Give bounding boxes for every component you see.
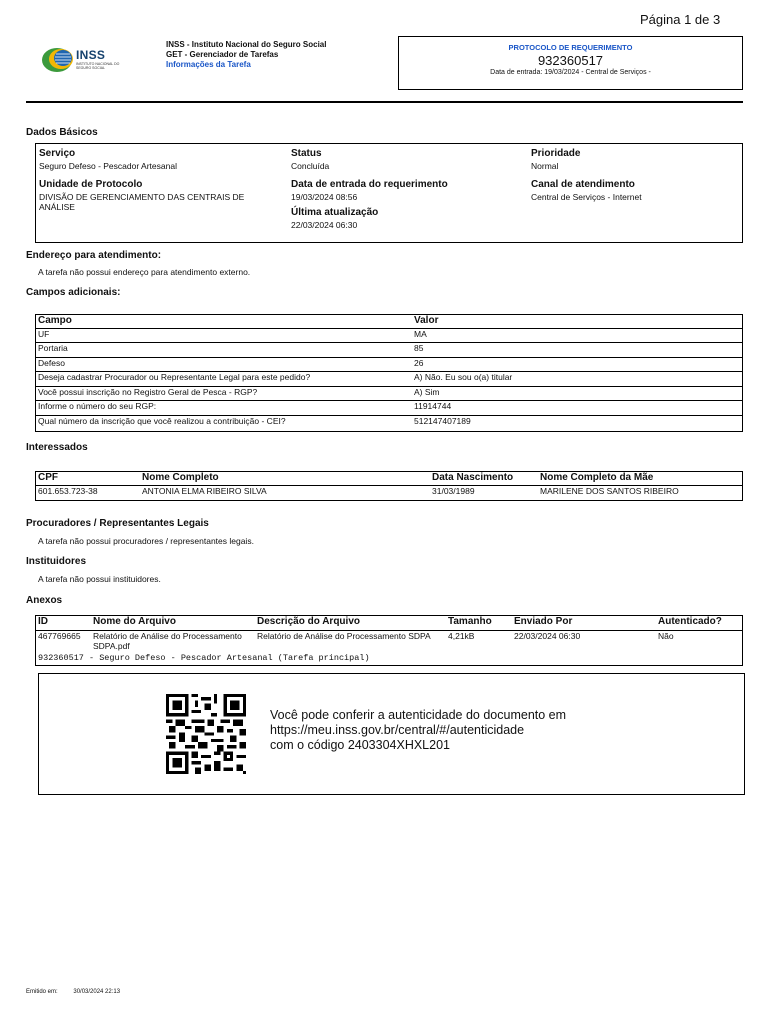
valor-cell: 26	[412, 357, 742, 372]
anexo-enviado-header: Enviado Por	[514, 616, 573, 627]
mae-header: Nome Completo da Mãe	[540, 472, 654, 483]
campos-header-valor: Valor	[414, 315, 439, 326]
header-line3: Informações da Tarefa	[166, 60, 251, 69]
anexo-autenticado-cell: Não	[656, 630, 742, 651]
servico-label: Serviço	[39, 148, 76, 159]
anexo-task: 932360517 - Seguro Defeso - Pescador Artesanal (Tarefa principal)	[38, 653, 370, 663]
campo-cell: Informe o número do seu RGP:	[36, 401, 412, 416]
table-row	[36, 343, 742, 358]
anexo-autenticado-header: Autenticado?	[658, 616, 722, 627]
auth-code: com o código 2403304XHXL201	[270, 738, 450, 752]
table-row	[36, 401, 742, 416]
anexo-tamanho-header: Tamanho	[448, 616, 492, 627]
anexo-descricao-cell: Relatório de Análise do Processamento SDPA	[255, 630, 446, 651]
nome-cell: ANTONIA ELMA RIBEIRO SILVA	[140, 485, 430, 496]
valor-cell: 512147407189	[412, 415, 742, 430]
protocol-box	[398, 36, 743, 90]
valor-cell: 85	[412, 343, 742, 358]
dados-basicos-box	[35, 143, 743, 243]
footer	[26, 989, 120, 995]
valor-cell: A) Sim	[412, 386, 742, 401]
nascimento-cell: 31/03/1989	[430, 485, 538, 496]
campo-cell: Deseja cadastrar Procurador ou Representante Legal para este pedido?	[36, 372, 412, 387]
endereco-title: Endereço para atendimento:	[26, 250, 162, 261]
authenticity-text	[270, 708, 566, 753]
campos-title: Campos adicionais:	[26, 287, 121, 298]
prioridade-value: Normal	[531, 161, 559, 171]
nome-header: Nome Completo	[142, 472, 219, 483]
header-line2: GET - Gerenciador de Tarefas	[166, 50, 279, 59]
anexos-table	[35, 615, 743, 666]
nascimento-header: Data Nascimento	[432, 472, 514, 483]
campos-table	[35, 314, 743, 432]
anexo-tamanho-cell: 4,21kB	[446, 630, 512, 651]
anexo-descricao-header: Descrição do Arquivo	[257, 616, 360, 627]
ultima-label: Última atualização	[291, 207, 379, 218]
footer-date: 30/03/2024 22:13	[73, 989, 121, 995]
anexo-nome-header: Nome do Arquivo	[93, 616, 176, 627]
header-info	[166, 40, 326, 70]
anexo-id-header: ID	[38, 616, 48, 627]
table-row	[36, 415, 742, 430]
header-line1: INSS - Instituto Nacional do Seguro Social	[166, 40, 327, 49]
interessados-title: Interessados	[26, 442, 88, 453]
anexo-id-cell: 467769665	[36, 630, 91, 651]
canal-label: Canal de atendimento	[531, 179, 635, 190]
protocol-title: PROTOCOLO DE REQUERIMENTO	[508, 43, 633, 52]
cpf-cell: 601.653.723-38	[36, 485, 140, 496]
ultima-value: 22/03/2024 06:30	[291, 220, 358, 230]
status-label: Status	[291, 148, 322, 159]
instituidores-text: A tarefa não possui instituidores.	[38, 574, 161, 584]
table-row	[36, 357, 742, 372]
anexo-enviado-cell: 22/03/2024 06:30	[512, 630, 656, 651]
campo-cell: Qual número da inscrição que você realizou a contribuição - CEI?	[36, 415, 412, 430]
table-row	[36, 386, 742, 401]
campo-cell: Portaria	[36, 343, 412, 358]
page-number: Página 1 de 3	[640, 12, 721, 27]
data-entrada-value: 19/03/2024 08:56	[291, 192, 358, 202]
prioridade-label: Prioridade	[531, 148, 581, 159]
unidade-value: DIVISÃO DE GERENCIAMENTO DAS CENTRAIS DE ANÁLISE	[39, 192, 245, 212]
endereco-text: A tarefa não possui endereço para atendimento externo.	[38, 267, 251, 277]
campos-header-campo: Campo	[38, 315, 72, 326]
table-row	[36, 372, 742, 387]
table-row	[36, 328, 742, 343]
protocol-entry: Data de entrada: 19/03/2024 - Central de Serviços -	[490, 69, 651, 76]
header-divider	[26, 101, 743, 103]
valor-cell: A) Não. Eu sou o(a) titular	[412, 372, 742, 387]
cpf-header: CPF	[38, 472, 58, 483]
protocol-number: 932360517	[537, 53, 604, 68]
table-row	[36, 485, 742, 496]
interessados-table	[35, 471, 743, 501]
canal-value: Central de Serviços - Internet	[531, 192, 642, 202]
valor-cell: MA	[412, 328, 742, 343]
mae-cell: MARILENE DOS SANTOS RIBEIRO	[538, 485, 742, 496]
servico-value: Seguro Defeso - Pescador Artesanal	[39, 161, 177, 171]
procuradores-title: Procuradores / Representantes Legais	[26, 518, 209, 529]
unidade-label: Unidade de Protocolo	[39, 179, 143, 190]
procuradores-text: A tarefa não possui procuradores / representantes legais.	[38, 536, 254, 546]
campo-cell: Você possui inscrição no Registro Geral de Pesca - RGP?	[36, 386, 412, 401]
status-value: Concluída	[291, 161, 330, 171]
anexos-title: Anexos	[26, 595, 63, 606]
campo-cell: UF	[36, 328, 412, 343]
auth-line1: Você pode conferir a autenticidade do documento em	[270, 708, 567, 722]
footer-label: Emitido em:	[26, 989, 58, 995]
logo-name: INSS	[76, 48, 106, 62]
table-row	[36, 630, 742, 651]
instituidores-title: Instituidores	[26, 556, 87, 567]
qr-code-icon	[166, 694, 246, 774]
logo-subtitle: INSTITUTO NACIONAL DO SEGURO SOCIAL	[76, 62, 120, 70]
anexo-nome-cell[interactable]: Relatório de Análise do Processamento SDPA.pdf	[91, 630, 255, 651]
valor-cell: 11914744	[412, 401, 742, 416]
dados-basicos-title: Dados Básicos	[26, 127, 98, 138]
data-entrada-label: Data de entrada do requerimento	[291, 179, 448, 190]
campo-cell: Defeso	[36, 357, 412, 372]
auth-url[interactable]: https://meu.inss.gov.br/central/#/autenticidade	[270, 723, 525, 737]
